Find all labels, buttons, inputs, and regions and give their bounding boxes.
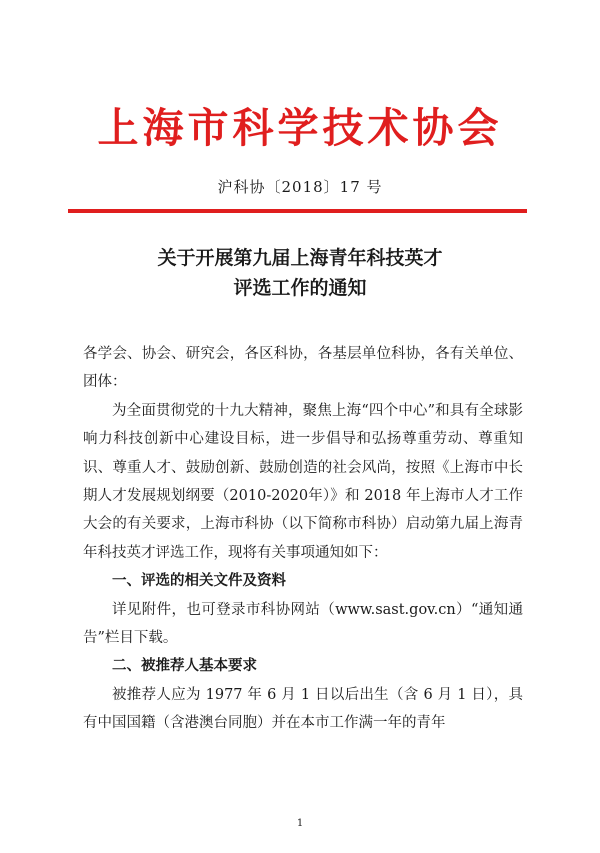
notice-body xyxy=(83,340,523,738)
notice-title-line-2: 评选工作的通知 xyxy=(233,277,367,299)
intro-paragraph: 为全面贯彻党的十九大精神，聚焦上海“四个中心”和具有全球影响力科技创新中心建设目标，进一步倡导和弘扬尊重劳动、尊重知识、尊重人才、鼓励创新、鼓励创造的社会风尚，按照《上海市中长期人才发展规划纲要（2010-2020年）》和 2018 年上海市人才工作大会的有关要求，上海市科协（以下简称市科协）启动第九届上海青年科技英才评选工作，现将有关事项通知如下： xyxy=(83,402,523,561)
red-divider xyxy=(68,209,527,213)
page-number: 1 xyxy=(296,818,304,829)
salutation: 各学会、协会、研究会，各区科协，各基层单位科协，各有关单位、团体： xyxy=(83,346,523,391)
document-number: 沪科协〔2018〕17 号 xyxy=(217,178,383,196)
section-2-heading: 二、被推荐人基本要求 xyxy=(112,658,257,675)
section-2-paragraph: 被推荐人应为 1977 年 6 月 1 日以后出生（含 6 月 1 日），具有中国国籍（含港澳台同胞）并在本市工作满一年的青年 xyxy=(83,686,523,732)
notice-title-line-1: 关于开展第九届上海青年科技英才 xyxy=(157,247,443,269)
section-1-heading: 一、评选的相关文件及资料 xyxy=(112,573,286,590)
section-1-paragraph: 详见附件，也可登录市科协网站（www.sast.gov.cn）“通知通告”栏目下载。 xyxy=(83,601,523,647)
notice-title xyxy=(0,243,600,303)
org-name-header: 上海市科学技术协会 xyxy=(97,104,503,152)
